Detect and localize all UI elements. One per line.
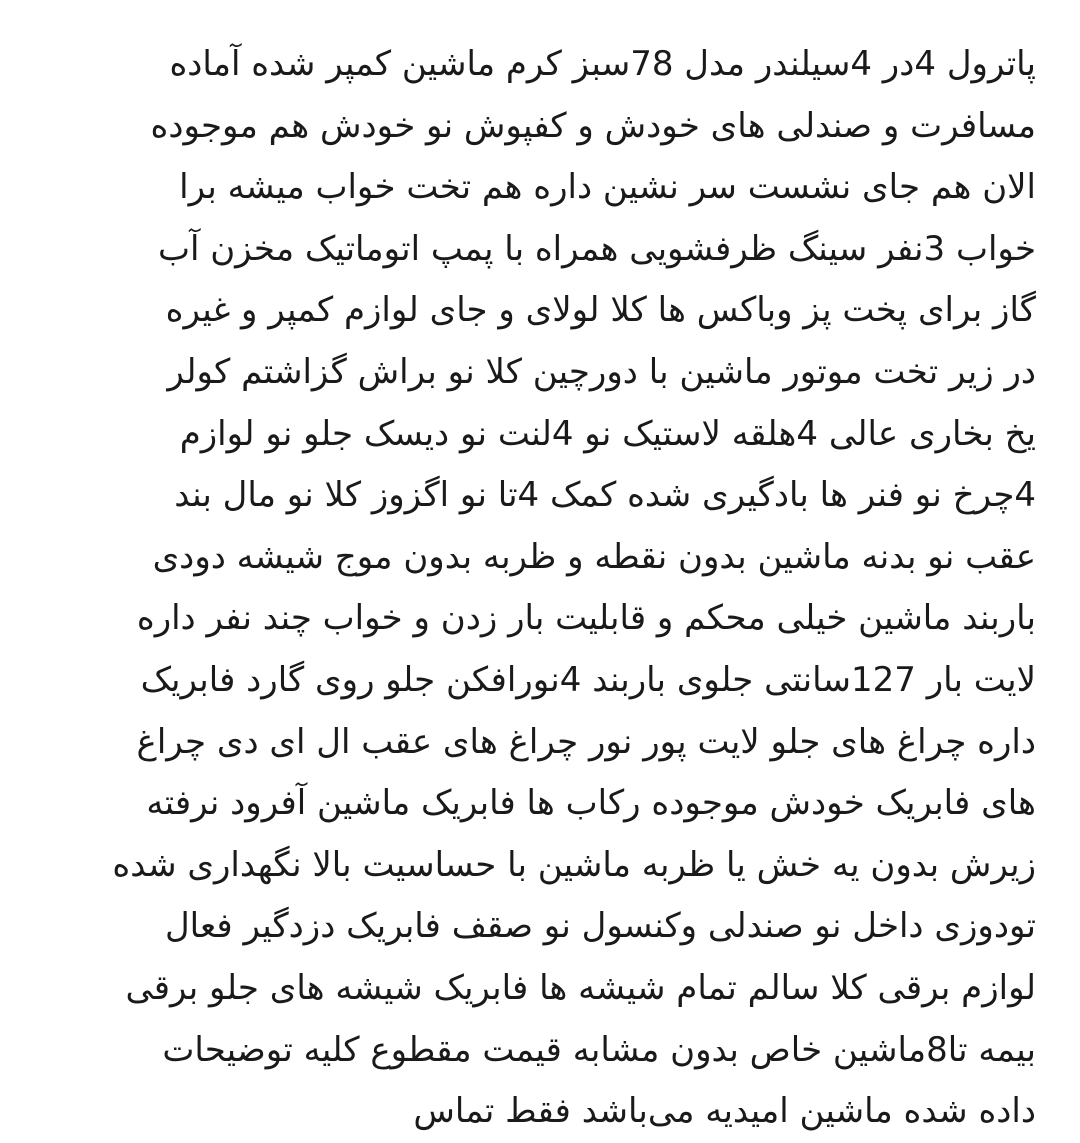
text-line: عقب نو بدنه ماشین بدون نقطه و ظربه بدون موج شیشه دودی: [152, 536, 1036, 577]
text-line: یخ بخاری عالی 4هلقه لاستیک نو 4لنت نو دیسک جلو نو لوازم: [179, 413, 1036, 454]
text-line: داده شده ماشین امیدیه می‌باشد فقط تماس: [413, 1091, 1036, 1132]
text-line: خواب 3نفر سینگ ظرفشویی همراه با پمپ اتوماتیک مخزن آب: [157, 228, 1036, 269]
text-line: الان هم جای نشست سر نشین داره هم تخت خواب میشه برا: [179, 167, 1036, 208]
text-line: زیرش بدون یه خش یا ظربه ماشین با حساسیت بالا نگهداری شده: [112, 844, 1036, 885]
text-line: در زیر تخت موتور ماشین با دورچین کلا نو براش گزاشتم کولر: [167, 351, 1036, 392]
text-line: 4چرخ نو فنر ها بادگیری شده کمک 4تا نو اگزوز کلا نو مال بند: [174, 475, 1036, 516]
text-line: پاترول 4در 4سیلندر مدل 78سبز کرم ماشین کمپر شده آماده: [169, 44, 1036, 84]
text-line: بیمه تا8ماشین خاص بدون مشابه قیمت مقطوع کلیه توضیحات: [162, 1029, 1036, 1070]
text-line: تودوزی داخل نو صندلی وکنسول نو صقف فابریک دزدگیر فعال: [164, 906, 1036, 947]
text-line: مسافرت و صندلی های خودش و کفپوش نو خودش هم موجوده: [150, 105, 1036, 146]
text-line: های فابریک خودش موجوده رکاب ها فابریک ماشین آفرود نرفته: [146, 783, 1036, 824]
text-line: گاز برای پخت پز وباکس ها کلا لولای و جای لوازم کمپر و غیره: [165, 290, 1036, 331]
text-line: لایت بار 127سانتی جلوی باربند 4نورافکن جلو روی گارد فابریک: [140, 659, 1036, 700]
text-line: لوازم برقی کلا سالم تمام شیشه ها فابریک شیشه های جلو برقی: [125, 967, 1036, 1008]
text-line: داره چراغ های جلو لایت پور نور چراغ های عقب ال ای دی چراغ: [136, 721, 1036, 762]
text-line: باربند ماشین خیلی محکم و قابلیت بار زدن و خواب چند نفر داره: [136, 598, 1036, 639]
